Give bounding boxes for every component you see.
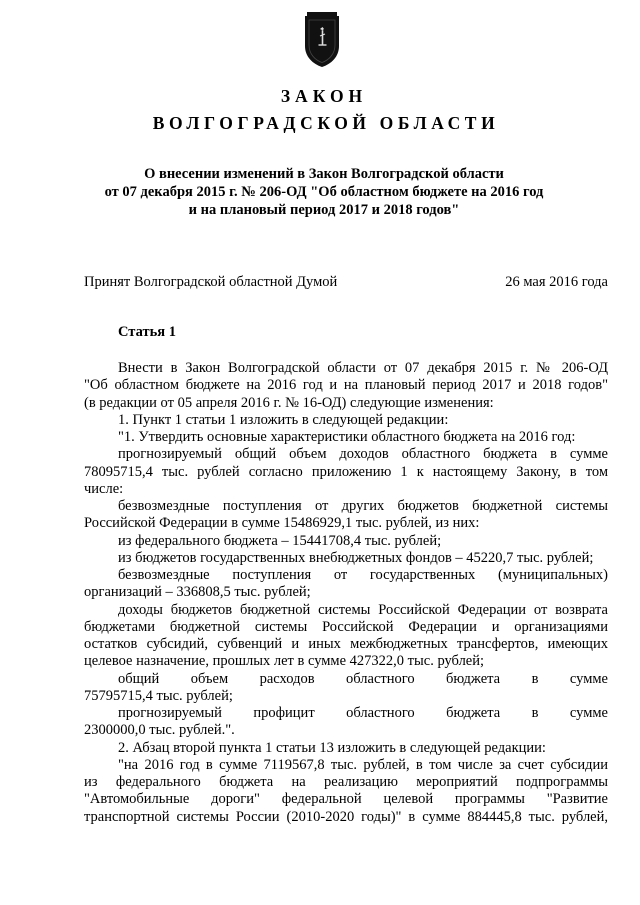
body-line: организаций – 336808,5 тыс. рублей; bbox=[84, 584, 311, 601]
body-line: 2. Абзац второй пункта 1 статьи 13 изложить в следующей редакции: bbox=[118, 739, 546, 756]
body-line: доходы бюджетов бюджетной системы Российской Федерации от возврата bbox=[118, 601, 608, 618]
body-line: Российской Федерации в сумме 15486929,1 тыс. рублей, из них: bbox=[84, 515, 480, 532]
body-line: 1. Пункт 1 статьи 1 изложить в следующей редакции: bbox=[118, 411, 449, 428]
body-line: 2300000,0 тыс. рублей.". bbox=[84, 722, 235, 739]
body-line: безвозмездные поступления от государственных (муниципальных) bbox=[118, 567, 608, 583]
body-line: транспортной системы России (2010-2020 годы)" в сумме 884445,8 тыс. рублей, bbox=[84, 808, 608, 825]
body-line: (в редакции от 05 апреля 2016 г. № 16-ОД) следующие изменения: bbox=[84, 394, 494, 411]
body-line: "1. Утвердить основные характеристики областного бюджета на 2016 год: bbox=[118, 429, 576, 445]
coat-of-arms-icon bbox=[303, 12, 341, 68]
body-line: остатков субсидий, субвенций и иных межбюджетных трансфертов, имеющих bbox=[84, 636, 608, 652]
region-heading: ВОЛГОГРАДСКОЙ ОБЛАСТИ bbox=[152, 113, 500, 133]
body-line: из федерального бюджета на реализацию мероприятий подпрограммы bbox=[84, 774, 608, 790]
law-heading: ЗАКОН bbox=[280, 86, 368, 106]
subject-line: и на плановый период 2017 и 2018 годов" bbox=[188, 202, 460, 218]
body-line: числе: bbox=[84, 480, 124, 497]
article-body bbox=[84, 360, 608, 826]
law-subject bbox=[0, 165, 640, 219]
article-title: Статья 1 bbox=[118, 324, 176, 340]
body-line: 75795715,4 тыс. рублей; bbox=[84, 687, 233, 704]
body-line: целевое назначение, прошлых лет в сумме 427322,0 тыс. рублей; bbox=[84, 653, 485, 670]
body-line: прогнозируемый профицит областного бюджета в сумме bbox=[118, 705, 608, 721]
body-line: общий объем расходов областного бюджета в сумме bbox=[118, 670, 608, 687]
body-line: Внести в Закон Волгоградской области от 07 декабря 2015 г. № 206-ОД bbox=[118, 360, 608, 376]
adopted-by: Принят Волгоградской областной Думой bbox=[84, 274, 338, 290]
subject-line: О внесении изменений в Закон Волгоградской области bbox=[144, 166, 504, 182]
body-line: 78095715,4 тыс. рублей согласно приложению 1 к настоящему Закону, в том bbox=[84, 463, 608, 480]
body-line: прогнозируемый общий объем доходов областного бюджета в сумме bbox=[118, 446, 608, 463]
body-line: "на 2016 год в сумме 7119567,8 тыс. рублей, в том числе за счет субсидии bbox=[118, 756, 608, 773]
body-line: бюджетами бюджетной системы Российской Федерации и организациями bbox=[84, 618, 608, 635]
body-line: "Об областном бюджете на 2016 год и на плановый период 2017 и 2018 годов" bbox=[84, 377, 608, 394]
body-line: безвозмездные поступления от других бюджетов бюджетной системы bbox=[118, 498, 608, 514]
body-line: из бюджетов государственных внебюджетных фондов – 45220,7 тыс. рублей; bbox=[118, 549, 594, 566]
body-line: "Автомобильные дороги" федеральной целевой программы "Развитие bbox=[84, 791, 608, 808]
body-line: из федерального бюджета – 15441708,4 тыс. рублей; bbox=[118, 532, 442, 549]
subject-line: от 07 декабря 2015 г. № 206-ОД "Об областном бюджете на 2016 год bbox=[104, 184, 544, 200]
adoption-date: 26 мая 2016 года bbox=[505, 274, 608, 290]
